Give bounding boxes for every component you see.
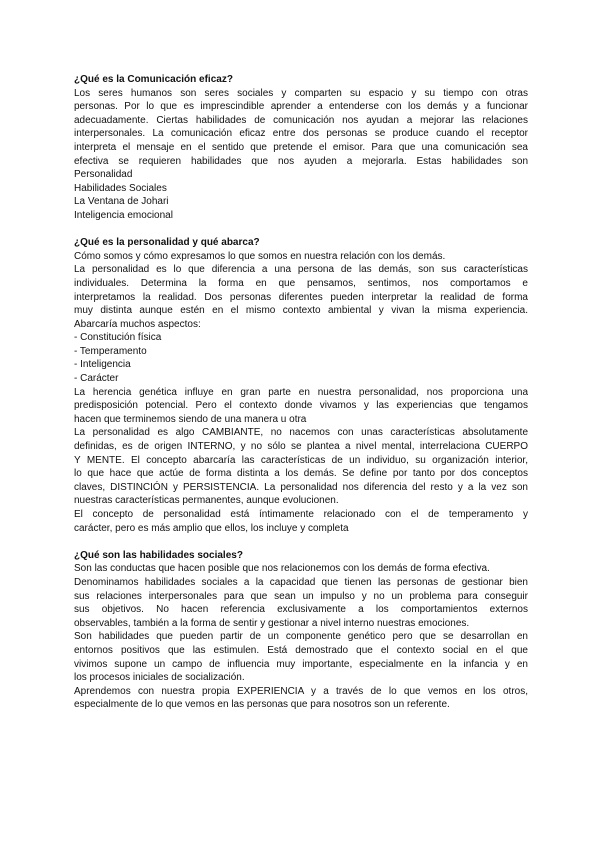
- text-line: personas. Por lo que es imprescindible aprender a entenderse con los demás y a funcionar: [74, 101, 528, 113]
- text-line: Abarcaría muchos aspectos:: [74, 318, 201, 330]
- paragraph: [74, 250, 528, 264]
- blank-line: [74, 535, 528, 549]
- text-line: definidas, es de origen INTERNO, y no sólo se plantea a nivel mental, interrelaciona CUERPO: [74, 441, 528, 453]
- text-line: La herencia genética influye en gran parte en nuestra personalidad, nos proporciona una: [74, 386, 528, 398]
- text-line: adecuadamente. Ciertas habilidades de comunicación nos ayudan a mejorar las relaciones: [74, 114, 528, 126]
- paragraph: [74, 345, 528, 359]
- paragraph: [74, 576, 528, 630]
- text-line: Inteligencia emocional: [74, 209, 173, 221]
- text-line: observables, también a la forma de sentir y gestionar a nivel interno nuestras emociones.: [74, 617, 470, 629]
- text-line: - Inteligencia: [74, 359, 131, 371]
- text-line: El concepto de personalidad está íntimamente relacionado con el de temperamento y: [74, 509, 528, 520]
- text-line: Habilidades Sociales: [74, 182, 167, 194]
- paragraph: [74, 426, 528, 508]
- text-line: efectiva se requieren habilidades que nos ayuden a mejorarla. Estas habilidades son: [74, 155, 528, 167]
- paragraph: [74, 372, 528, 386]
- text-line: muy distinta aunque estén en el mismo contexto ambiental y vivan la misma experiencia.: [74, 305, 528, 317]
- paragraph: [74, 562, 528, 576]
- text-line: Denominamos habilidades sociales a la capacidad que tienen las personas de gestionar bien: [74, 576, 528, 588]
- paragraph: [74, 358, 528, 372]
- text-line: Y MENTE. El concepto abarcaría las características de un individuo, su organización interior,: [74, 454, 528, 466]
- paragraph: [74, 182, 528, 196]
- paragraph: [74, 263, 528, 331]
- text-line: carácter, pero es más amplio que ellos, los incluye y completa: [74, 522, 349, 534]
- section-heading: ¿Qué son las habilidades sociales?: [74, 549, 243, 561]
- text-line: - Carácter: [74, 373, 119, 385]
- document-page: [74, 73, 528, 712]
- text-line: interpreta el mensaje en el sentido que pretende el emisor. Para que una comunicación sea: [74, 141, 528, 153]
- text-line: vivimos supone un campo de influencia muy importante, especialmente en la infancia y en: [74, 658, 528, 670]
- paragraph: [74, 508, 528, 535]
- text-line: sus relaciones interpersonales para que sean un impulso y no un problema para conseguir: [74, 590, 528, 602]
- text-line: La personalidad es algo CAMBIANTE, no nacemos con unas características absolutamente: [74, 427, 528, 439]
- paragraph: [74, 331, 528, 345]
- text-line: interpretamos la realidad. Dos personas diferentes pueden interpretar la realidad de forma: [74, 291, 528, 303]
- paragraph: [74, 386, 528, 427]
- text-line: individuales. Determina la forma en que pensamos, sentimos, nos comportamos e: [74, 277, 528, 289]
- paragraph: [74, 630, 528, 684]
- text-line: Son las conductas que hacen posible que nos relacionemos con los demás de forma efectiva.: [74, 563, 490, 575]
- text-line: entornos positivos que las estimulen. Está demostrado que el contexto social en el que: [74, 644, 528, 656]
- text-line: Personalidad: [74, 169, 133, 181]
- text-line: predisposición potencial. Pero el contexto donde vivamos y las experiencias que tengamos: [74, 400, 528, 412]
- text-line: interpersonales. La comunicación eficaz entre dos personas se produce cuando el receptor: [74, 128, 528, 140]
- section-heading: ¿Qué es la Comunicación eficaz?: [74, 74, 233, 85]
- paragraph: [74, 209, 528, 223]
- text-line: sus objetivos. No hacen referencia exclusivamente a los comportamientos externos: [74, 604, 528, 616]
- paragraph: [74, 87, 528, 182]
- text-line: La Ventana de Johari: [74, 196, 169, 208]
- text-line: La personalidad es lo que diferencia a una persona de las demás, son sus características: [74, 264, 528, 276]
- text-line: nuestras características permanentes, aunque evolucionen.: [74, 495, 339, 507]
- paragraph: [74, 685, 528, 712]
- text-line: claves, DISTINCIÓN y PERSISTENCIA. La personalidad nos diferencia del resto y a la vez son: [74, 481, 528, 493]
- paragraph: [74, 195, 528, 209]
- text-line: especialmente de lo que vemos en las personas que para nosotros son un referente.: [74, 699, 450, 711]
- section: [74, 236, 528, 535]
- section: [74, 73, 528, 223]
- text-line: - Temperamento: [74, 345, 147, 357]
- text-line: - Constitución física: [74, 332, 162, 344]
- text-line: Los seres humanos son seres sociales y comparten su espacio y su tiempo con otras: [74, 87, 528, 99]
- text-line: Aprendemos con nuestra propia EXPERIENCIA y a través de lo que vemos en los otros,: [74, 685, 528, 697]
- text-line: hacen que terminemos siendo de una manera u otra: [74, 413, 307, 425]
- text-line: lo que hace que actúe de forma distinta a los demás. Se define por tanto por dos conceptos: [74, 468, 528, 480]
- text-line: los procesos iniciales de socialización.: [74, 672, 245, 684]
- text-line: Cómo somos y cómo expresamos lo que somos en nuestra relación con los demás.: [74, 250, 446, 262]
- section: [74, 549, 528, 712]
- section-heading: ¿Qué es la personalidad y qué abarca?: [74, 237, 260, 249]
- text-line: Son habilidades que pueden partir de un componente genético pero que se desarrollan en: [74, 631, 528, 643]
- blank-line: [74, 223, 528, 237]
